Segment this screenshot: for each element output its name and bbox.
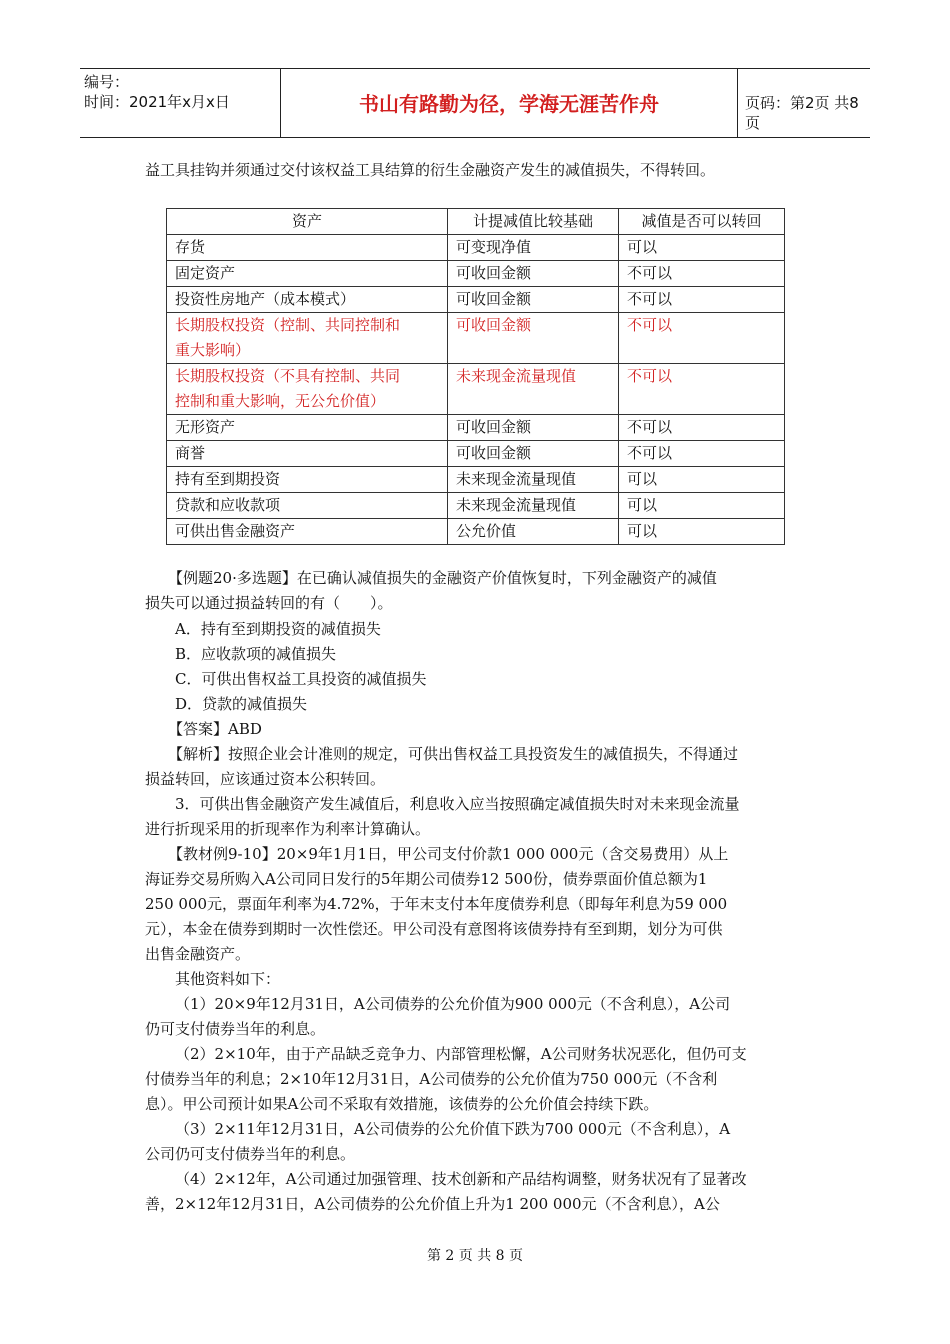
table-header-cell: 资产 [167,209,448,235]
analysis-line: 【解析】按照企业会计准则的规定，可供出售权益工具投资发生的减值损失，不得通过 [168,745,739,763]
table-row [167,415,785,441]
example-line: 海证券交易所购入A公司同日发行的5年期公司债券12 500份，债券票面价值总额为1 [145,870,708,888]
table-header-cell: 计提减值比较基础 [448,209,619,235]
info-item-line: 付债券当年的利息；2×10年12月31日，A公司债券的公允价值为750 000元（不含利 [145,1070,718,1088]
table-row [167,519,785,545]
table-cell: 未来现金流量现值 [448,467,619,493]
table-cell: 持有至到期投资 [167,467,448,493]
table-cell: 可以 [619,467,785,493]
table-header-row [167,209,785,235]
header-meta-cell [80,69,281,137]
example-line: 出售金融资产。 [145,945,251,963]
header-page-info: 页码：第2页 共8页 [745,94,859,132]
table-row [167,441,785,467]
info-item-line: （3）2×11年12月31日，A公司债券的公允价值下跌为700 000元（不含利息），A [175,1120,731,1138]
example-line: 250 000元，票面年利率为4.72%，于年末支付本年度债券利息（即每年利息为59 000 [145,895,728,913]
intro-paragraph: 益工具挂钩并须通过交付该权益工具结算的衍生金融资产发生的减值损失，不得转回。 [145,161,716,179]
table-cell: 投资性房地产（成本模式） [167,287,448,313]
table-cell: 可供出售金融资产 [167,519,448,545]
cell-line: 控制和重大影响，无公允价值） [175,392,386,410]
table-cell: 可以 [619,235,785,261]
other-info-heading: 其他资料如下： [175,970,281,988]
paragraph-line: 3．可供出售金融资产发生减值后，利息收入应当按照确定减值损失时对未来现金流量 [175,795,740,813]
example-line: 【教材例9-10】20×9年1月1日，甲公司支付价款1 000 000元（含交易费用）从上 [168,845,729,863]
header-motto-cell [281,69,738,137]
option-c: C．可供出售权益工具投资的减值损失 [175,670,427,688]
table-cell: 不可以 [619,313,785,364]
table-cell: 不可以 [619,364,785,415]
table-cell: 不可以 [619,261,785,287]
info-item-line: 息）。甲公司预计如果A公司不采取有效措施，该债券的公允价值会持续下跌。 [145,1095,659,1113]
table-row-highlighted [167,364,785,415]
document-date: 时间：2021年x月x日 [84,93,230,111]
page-header [80,68,870,138]
table-cell [167,313,448,364]
table-cell: 可收回金额 [448,313,619,364]
cell-line: 重大影响） [175,341,251,359]
answer-line: 【答案】ABD [168,720,262,738]
table-cell: 存货 [167,235,448,261]
table-header-cell: 减值是否可以转回 [619,209,785,235]
example-line: 元），本金在债券到期时一次性偿还。甲公司没有意图将该债券持有至到期，划分为可供 [145,920,723,938]
option-b: B．应收款项的减值损失 [175,645,337,663]
impairment-table [166,208,785,545]
table-row-highlighted [167,313,785,364]
page-footer: 第 2 页 共 8 页 [426,1248,524,1264]
cell-line: 长期股权投资（控制、共同控制和 [175,316,401,334]
option-a: A．持有至到期投资的减值损失 [175,620,381,638]
table-cell: 可收回金额 [448,287,619,313]
table-cell [167,364,448,415]
info-item-line: （4）2×12年，A公司通过加强管理、技术创新和产品结构调整，财务状况有了显著改 [175,1170,747,1188]
table-row [167,261,785,287]
table-cell: 固定资产 [167,261,448,287]
table-row [167,493,785,519]
paragraph-line: 进行折现采用的折现率作为利率计算确认。 [145,820,431,838]
table-cell: 不可以 [619,441,785,467]
question-line: 损失可以通过损益转回的有（ ）。 [145,594,393,612]
option-d: D．贷款的减值损失 [175,695,308,713]
table-row [167,287,785,313]
table-cell: 不可以 [619,287,785,313]
table-row [167,235,785,261]
table-cell: 可收回金额 [448,415,619,441]
analysis-line: 损益转回，应该通过资本公积转回。 [145,770,386,788]
document-number-label: 编号： [84,73,130,91]
table-cell: 贷款和应收款项 [167,493,448,519]
info-item-line: （1）20×9年12月31日，A公司债券的公允价值为900 000元（不含利息），A公司 [175,995,731,1013]
table-cell: 未来现金流量现值 [448,493,619,519]
info-item-line: 公司仍可支付债券当年的利息。 [145,1145,356,1163]
table-cell: 可收回金额 [448,261,619,287]
table-cell: 不可以 [619,415,785,441]
table-cell: 未来现金流量现值 [448,364,619,415]
info-item-line: 善，2×12年12月31日，A公司债券的公允价值上升为1 200 000元（不含利息），A公 [145,1195,720,1213]
table-cell: 可收回金额 [448,441,619,467]
cell-line: 长期股权投资（不具有控制、共同 [175,367,401,385]
table-cell: 可以 [619,493,785,519]
table-cell: 商誉 [167,441,448,467]
table-row [167,467,785,493]
header-motto: 书山有路勤为径，学海无涯苦作舟 [359,92,659,116]
table-cell: 可以 [619,519,785,545]
question-line: 【例题20·多选题】在已确认减值损失的金融资产价值恢复时，下列金融资产的减值 [168,569,717,587]
table-cell: 公允价值 [448,519,619,545]
info-item-line: （2）2×10年，由于产品缺乏竞争力、内部管理松懈，A公司财务状况恶化，但仍可支 [175,1045,747,1063]
table-cell: 无形资产 [167,415,448,441]
table-cell: 可变现净值 [448,235,619,261]
info-item-line: 仍可支付债券当年的利息。 [145,1020,326,1038]
